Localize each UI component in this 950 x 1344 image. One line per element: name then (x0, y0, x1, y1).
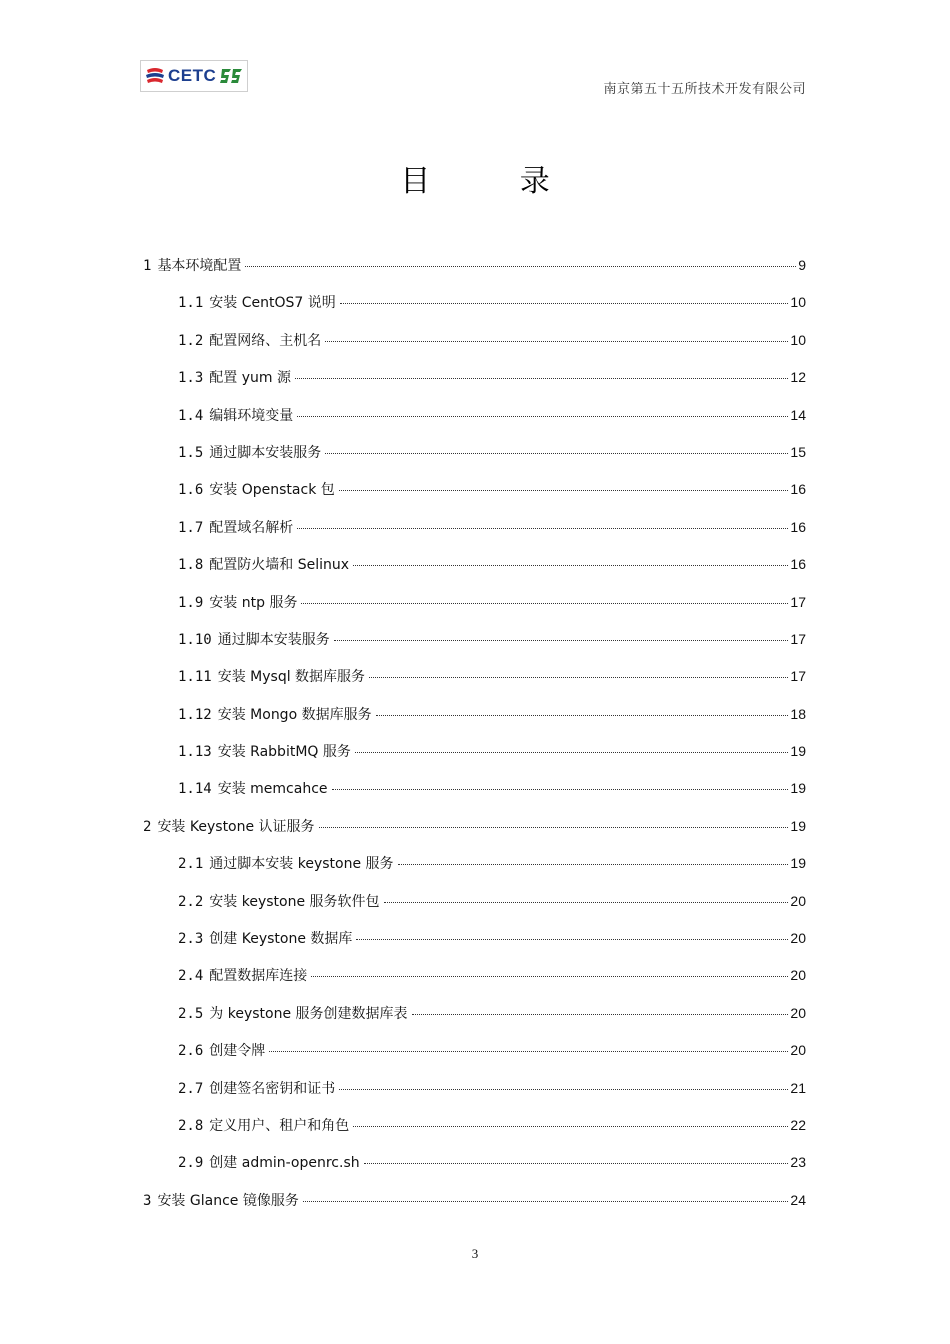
toc-entry-page: 17 (790, 630, 806, 647)
toc-entry-title: 安装 Mongo 数据库服务 (217, 706, 372, 723)
toc-entry[interactable] (143, 891, 806, 928)
company-name: 南京第五十五所技术开发有限公司 (603, 82, 806, 97)
toc-dot-leader (297, 528, 788, 529)
toc-dot-leader (355, 752, 789, 753)
toc-entry[interactable] (143, 853, 806, 890)
toc-entry-page: 14 (790, 406, 806, 423)
cetc-logo-mark-icon (145, 65, 165, 87)
toc-entry-number: 1.5 (178, 444, 204, 461)
toc-entry-number: 1.7 (178, 519, 204, 536)
toc-entry[interactable] (143, 666, 806, 703)
toc-entry-page: 19 (790, 743, 806, 760)
toc-dot-leader (332, 789, 789, 790)
toc-entry-number: 2.5 (178, 1005, 204, 1022)
toc-entry-title: 安装 memcahce (217, 781, 328, 798)
toc-entry[interactable] (143, 816, 806, 853)
toc-entry[interactable] (143, 367, 806, 404)
toc-dot-leader (353, 565, 788, 566)
toc-dot-leader (384, 902, 789, 903)
toc-entry-page: 22 (790, 1116, 806, 1133)
toc-entry[interactable] (143, 442, 806, 479)
toc-entry-title: 创建签名密钥和证书 (209, 1080, 336, 1097)
toc-entry[interactable] (143, 405, 806, 442)
toc-entry-number: 2.1 (178, 856, 204, 873)
toc-entry-number: 1.11 (178, 669, 212, 686)
toc-dot-leader (339, 490, 789, 491)
toc-entry-number: 3 (143, 1192, 152, 1209)
toc-entry[interactable] (143, 1040, 806, 1077)
toc-dot-leader (340, 303, 789, 304)
toc-entry[interactable] (143, 292, 806, 329)
toc-entry-page: 17 (790, 593, 806, 610)
toc-entry[interactable] (143, 778, 806, 815)
toc-dot-leader (325, 341, 788, 342)
toc-entry-page: 20 (790, 892, 806, 909)
toc-entry-page: 17 (790, 668, 806, 685)
toc-entry[interactable] (143, 741, 806, 778)
toc-entry-title: 安装 Glance 镜像服务 (157, 1192, 299, 1209)
toc-entry-number: 2.7 (178, 1080, 204, 1097)
page-title: 目 录 (400, 164, 590, 199)
toc-entry-title: 配置 yum 源 (209, 370, 291, 387)
toc-entry-number: 1.13 (178, 744, 212, 761)
toc-entry-page: 16 (790, 481, 806, 498)
toc-entry-number: 2.8 (178, 1117, 204, 1134)
toc-entry-title: 安装 Mysql 数据库服务 (217, 669, 366, 686)
toc-entry-number: 2.3 (178, 931, 204, 948)
toc-entry-title: 安装 Openstack 包 (209, 482, 335, 499)
toc-entry-title: 创建 admin-openrc.sh (209, 1155, 360, 1172)
toc-entry-number: 2.4 (178, 968, 204, 985)
toc-dot-leader (303, 1201, 789, 1202)
toc-dot-leader (245, 266, 796, 267)
toc-entry[interactable] (143, 255, 806, 292)
toc-entry-title: 配置域名解析 (209, 519, 294, 536)
toc-entry[interactable] (143, 1190, 806, 1227)
toc-dot-leader (364, 1163, 789, 1164)
toc-entry-title: 创建令牌 (209, 1043, 266, 1060)
toc-entry-number: 1 (143, 258, 152, 274)
toc-entry-page: 21 (790, 1079, 806, 1096)
toc-entry[interactable] (143, 592, 806, 629)
toc-entry-number: 1.9 (178, 594, 204, 611)
cetc-55-emblem-icon (219, 67, 243, 85)
toc-entry-number: 1.3 (178, 370, 204, 387)
page-number: 3 (471, 1246, 479, 1261)
toc-entry-title: 安装 keystone 服务软件包 (209, 893, 380, 910)
toc-dot-leader (301, 603, 788, 604)
toc-dot-leader (311, 976, 788, 977)
toc-entry-page: 24 (790, 1191, 806, 1208)
toc-dot-leader (356, 939, 788, 940)
toc-entry-number: 1.8 (178, 557, 204, 574)
toc-entry-number: 2 (143, 818, 152, 835)
toc-entry-title: 配置数据库连接 (209, 968, 308, 985)
toc-dot-leader (269, 1051, 788, 1052)
toc-dot-leader (339, 1089, 788, 1090)
toc-entry[interactable] (143, 1152, 806, 1189)
toc-entry-title: 编辑环境变量 (209, 407, 294, 424)
toc-entry-page: 20 (790, 930, 806, 947)
toc-entry-number: 1.2 (178, 332, 204, 349)
toc-entry-page: 19 (790, 855, 806, 872)
toc-entry-page: 10 (790, 331, 806, 348)
toc-entry-number: 2.6 (178, 1043, 204, 1060)
toc-entry[interactable] (143, 704, 806, 741)
toc-entry-title: 配置网络、主机名 (209, 332, 322, 349)
toc-entry-title: 配置防火墙和 Selinux (209, 557, 350, 574)
toc-dot-leader (325, 453, 788, 454)
toc-dot-leader (398, 864, 789, 865)
toc-dot-leader (369, 677, 788, 678)
toc-entry-title: 安装 RabbitMQ 服务 (217, 744, 351, 761)
toc-entry-page: 15 (790, 443, 806, 460)
toc-entry-page: 12 (790, 369, 806, 386)
toc-entry[interactable] (143, 554, 806, 591)
toc-entry-number: 1.14 (178, 781, 212, 798)
toc-entry-title: 安装 CentOS7 说明 (209, 295, 336, 312)
toc-entry[interactable] (143, 517, 806, 554)
toc-entry-page: 20 (790, 1042, 806, 1059)
toc-entry-page: 20 (790, 1004, 806, 1021)
toc-entry-page: 9 (798, 257, 806, 273)
company-logo (140, 60, 248, 92)
toc-entry[interactable] (143, 1003, 806, 1040)
toc-entry-page: 16 (790, 518, 806, 535)
toc-entry-title: 创建 Keystone 数据库 (209, 931, 353, 948)
toc-entry-page: 19 (790, 817, 806, 834)
toc-entry[interactable] (143, 479, 806, 516)
toc-entry-number: 2.2 (178, 893, 204, 910)
toc-entry-number: 2.9 (178, 1155, 204, 1172)
toc-entry-page: 10 (790, 294, 806, 311)
toc-entry-number: 1.4 (178, 407, 204, 424)
toc-dot-leader (412, 1014, 789, 1015)
toc-dot-leader (353, 1126, 788, 1127)
toc-entry[interactable] (143, 1115, 806, 1152)
toc-entry[interactable] (143, 629, 806, 666)
table-of-contents (143, 255, 806, 1227)
toc-entry-page: 16 (790, 556, 806, 573)
toc-entry-title: 通过脚本安装服务 (209, 444, 322, 461)
toc-dot-leader (297, 416, 788, 417)
toc-entry-title: 通过脚本安装服务 (217, 631, 330, 648)
logo-text: CETC (168, 66, 217, 85)
toc-entry-number: 1.12 (178, 706, 212, 723)
toc-entry-page: 19 (790, 780, 806, 797)
toc-entry-page: 18 (790, 705, 806, 722)
toc-entry-title: 基本环境配置 (157, 258, 242, 274)
toc-entry[interactable] (143, 330, 806, 367)
toc-dot-leader (319, 827, 789, 828)
toc-entry-number: 1.10 (178, 631, 212, 648)
toc-entry[interactable] (143, 1078, 806, 1115)
toc-entry-page: 23 (790, 1154, 806, 1171)
toc-entry-page: 20 (790, 967, 806, 984)
toc-entry-number: 1.6 (178, 482, 204, 499)
toc-entry-title: 定义用户、租户和角色 (209, 1117, 350, 1134)
toc-dot-leader (295, 378, 788, 379)
toc-dot-leader (376, 715, 789, 716)
toc-entry-title: 通过脚本安装 keystone 服务 (209, 856, 394, 873)
toc-entry[interactable] (143, 965, 806, 1002)
toc-dot-leader (334, 640, 789, 641)
toc-entry-title: 安装 Keystone 认证服务 (157, 818, 315, 835)
toc-entry-title: 为 keystone 服务创建数据库表 (209, 1005, 408, 1022)
toc-entry[interactable] (143, 928, 806, 965)
toc-entry-title: 安装 ntp 服务 (209, 594, 298, 611)
toc-entry-number: 1.1 (178, 295, 204, 312)
